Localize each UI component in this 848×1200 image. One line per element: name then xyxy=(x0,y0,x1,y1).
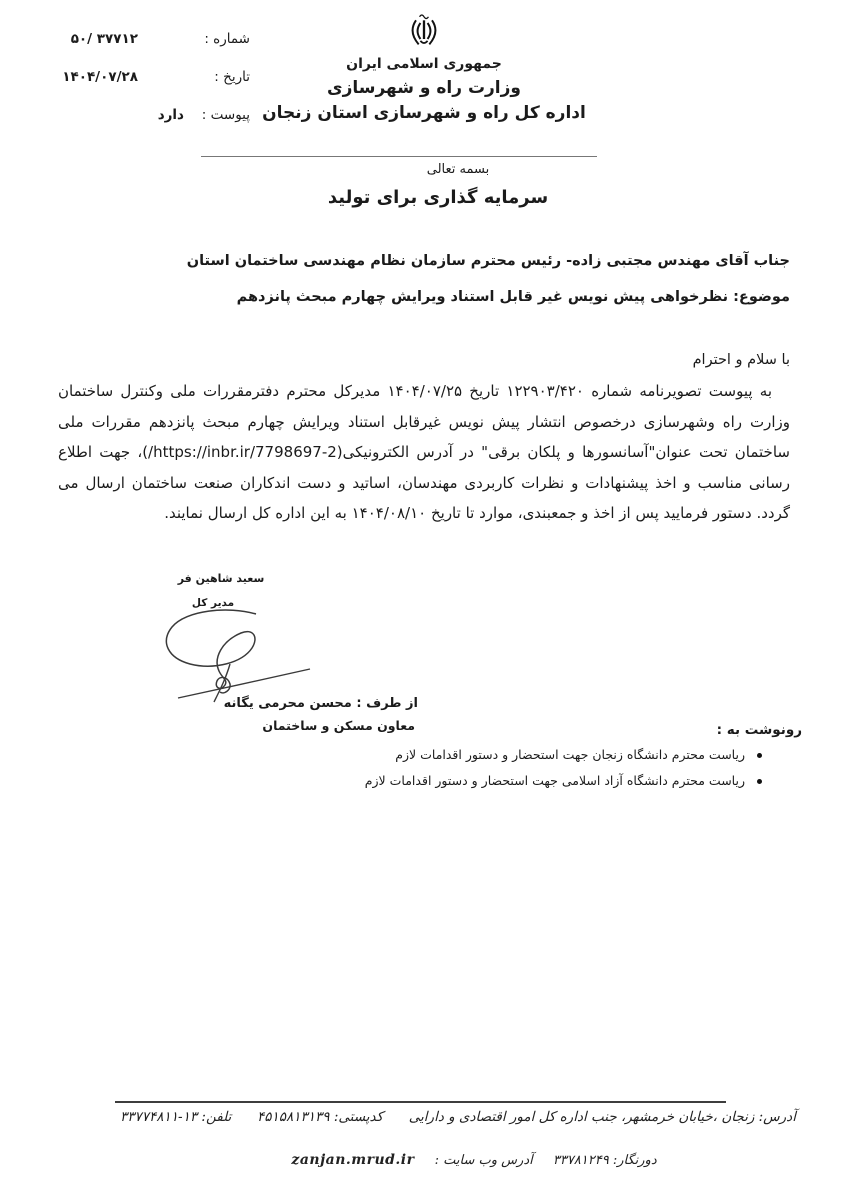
attachment-value: دارد xyxy=(157,107,184,123)
cc-item-text: ریاست محترم دانشگاه زنجان جهت استحضار و دستور اقدامات لازم xyxy=(395,747,745,762)
salutation-line: با سلام و احترام xyxy=(692,352,790,368)
bullet-icon xyxy=(757,753,762,758)
meta-date-row xyxy=(38,58,250,96)
number-value: ۵۰/ ۳۷۷۱۲ xyxy=(70,31,138,47)
handwritten-signature-icon xyxy=(158,606,323,706)
meta-number-row xyxy=(38,20,250,58)
on-behalf-line: از طرف : محسن محرمی یگانه xyxy=(223,696,418,711)
date-label: تاریخ : xyxy=(214,69,250,85)
footer-address-line: آدرس: زنجان ،خیابان خرمشهر، جنب اداره کل امور اقتصادی و دارایی کدپستی: ۴۵۱۵۸۱۳۱۳۹ تلفن: ۱۳-۳۳۷۷۴۸۱۱ xyxy=(120,1109,796,1125)
footer-contact-line xyxy=(124,1152,824,1168)
body-paragraph: به پیوست تصویرنامه شماره ۱۲۲۹۰۳/۴۲۰ تاریخ ۱۴۰۴/۰۷/۲۵ مدیرکل محترم دفترمقررات ملی وکنترل ساختمان وزارت راه وشهرسازی درخصوص انتشار پیش نویس غیرقابل استناد ویرایش چهارم مبحث پانزدهم مقررات ملی ساختمان تحت عنوان"آسانسورها و پلکان برقی" در آدرس الکترونیکی(https://inbr.ir/7798697-2/)، جهت اطلاع رسانی مناسب و اخذ پیشنهادات و نظرات کاربردی مهندسان، اساتید و دست اندکاران صنعت ساختمان ارسال می گردد. دستور فرمایید پس از اخذ و جمعبندی، موارد تا تاریخ ۱۴۰۴/۰۸/۱۰ به این اداره کل ارسال نمایند. xyxy=(58,382,790,522)
on-behalf-title: معاون مسکن و ساختمان xyxy=(262,718,415,733)
signer-title: مدیر کل xyxy=(191,597,235,609)
letterhead-ministry: وزارت راه و شهرسازی xyxy=(326,78,521,98)
year-slogan: سرمایه گذاری برای تولید xyxy=(327,187,549,208)
bullet-icon xyxy=(757,779,762,784)
letter-meta xyxy=(38,20,250,134)
cc-list xyxy=(365,742,762,794)
number-label: شماره : xyxy=(204,31,250,47)
addressee-block xyxy=(58,243,790,315)
subject-line: موضوع: نظرخواهی پیش نویس غیر قابل استناد ویرایش چهارم مبحث پانزدهم xyxy=(236,289,790,305)
header-divider xyxy=(201,156,597,157)
cc-item xyxy=(365,768,762,794)
signer-name: سعید شاهین فر xyxy=(177,572,265,585)
basmala-text: بسمه تعالی xyxy=(426,162,490,177)
meta-attachment-row xyxy=(38,96,250,134)
recipient-line: جناب آقای مهندس مجتبی زاده- رئیس محترم سازمان نظام مهندسی ساختمان استان xyxy=(186,253,790,269)
footer-website-label: آدرس وب سایت : xyxy=(434,1153,533,1168)
cc-label: رونوشت به : xyxy=(716,722,802,738)
attachment-label: پیوست : xyxy=(201,107,250,123)
footer-website-url: zanjan.mrud.ir xyxy=(291,1152,415,1168)
letter-body xyxy=(58,344,790,529)
signature-block xyxy=(150,572,450,752)
letterhead-country: جمهوری اسلامی ایران xyxy=(346,56,502,72)
letterhead-department: اداره کل راه و شهرسازی استان زنجان xyxy=(262,103,586,123)
footer-fax: دورنگار: ۳۳۷۸۱۲۴۹ xyxy=(552,1153,657,1168)
iran-emblem-icon xyxy=(408,12,440,50)
footer-divider xyxy=(115,1101,726,1103)
letterhead xyxy=(224,12,624,125)
cc-item xyxy=(365,742,762,768)
cc-item-text: ریاست محترم دانشگاه آزاد اسلامی جهت استحضار و دستور اقدامات لازم xyxy=(364,773,745,788)
date-value: ۱۴۰۴/۰۷/۲۸ xyxy=(62,69,138,85)
